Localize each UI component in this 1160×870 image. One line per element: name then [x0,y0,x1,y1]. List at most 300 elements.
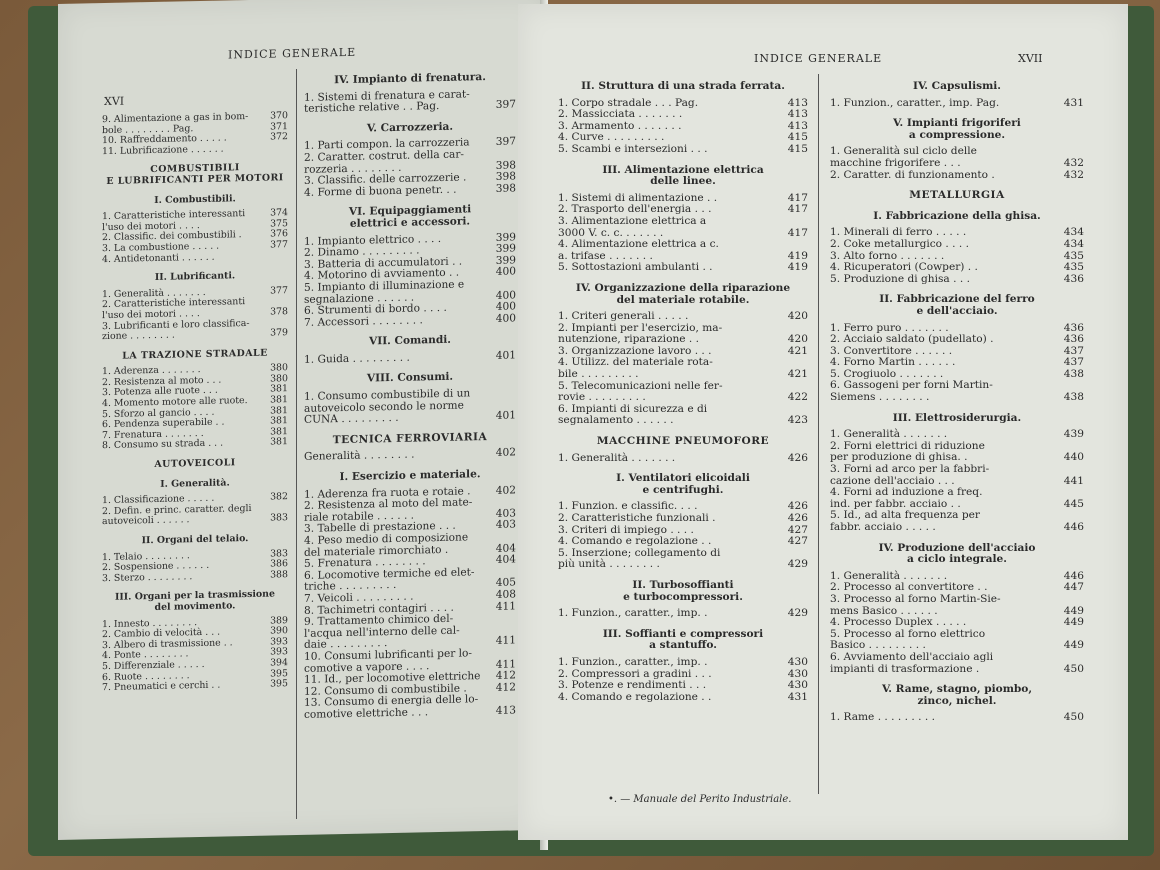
toc-entry-title: 4. Curve . . . . . . . . . [558,131,665,144]
toc-entry-page: 393 [270,635,288,648]
toc-entry-title: 2. Caratteristiche interessanti l'uso dei motori . . . . [102,296,246,321]
section-heading: I. Esercizio e materiale. [339,468,481,484]
toc-entry-title: 11. Id., per locomotive elettriche [304,670,481,686]
toc-entry-page: 431 [1063,96,1084,109]
toc-entry-title: 7. Frenatura . . . . . . . [102,427,204,441]
toc-entry [558,680,808,692]
toc-entry-title: 3. Criteri di impiego . . . . [558,523,694,536]
toc-entry-title: 1. Aderenza fra ruota e rotaie . [304,484,471,501]
toc-entry-page: 430 [787,679,808,692]
section-heading: LA TRAZIONE STRADALE [122,347,268,362]
toc-entry-page: 398 [495,158,516,172]
toc-entry [102,143,288,157]
section-heading: III. Elettrosiderurgia. [892,411,1022,424]
toc-entry-title: 1. Guida . . . . . . . . . [304,351,410,366]
toc-entry-page: 427 [787,535,808,548]
toc-entry-title: 1. Funzion., caratter., imp. . [558,607,708,620]
toc-entry-page: 404 [495,553,516,567]
toc-entry [304,313,516,329]
section-heading: IV. Organizzazione della riparazione del materiale rotabile. [575,281,791,306]
toc-entry-page: 413 [787,96,808,109]
toc-entry-page: 430 [787,667,808,680]
toc-entry-page: 400 [495,288,516,302]
toc-entry-title: 1. Funzion. e classific. . . . [558,500,698,513]
toc-entry-page: 381 [270,426,288,438]
toc-entry-title: 3. Sterzo . . . . . . . . [102,570,193,584]
toc-entry-page: 395 [270,667,288,680]
toc-entry-page: 422 [787,391,808,404]
toc-entry-title: 1. Funzion., caratter., imp. . [558,655,708,668]
toc-entry [304,350,516,366]
section-heading: IV. Impianto di frenatura. [334,71,486,87]
toc-entry-title: 1. Ferro puro . . . . . . . [830,321,949,334]
toc-entry-title: 7. Pneumatici e cerchi . . [102,679,221,694]
toc-entry-page: 388 [270,568,288,581]
toc-entry [830,274,1084,286]
toc-entry-page: 441 [1063,474,1084,487]
toc-entry-page: 399 [495,254,516,267]
section-heading: II. Lubrificanti. [154,270,236,284]
toc-entry-title: 12. Consumo di combustibile . [304,682,467,698]
toc-entry-page: 376 [270,228,288,240]
left-page-column-2 [304,62,516,721]
section-heading: III. Organi per la trasmissione del movimento. [115,588,275,613]
toc-entry-title: 1. Caratteristiche interessanti l'uso dei motori . . . . [102,208,246,233]
toc-entry [830,380,1084,403]
toc-entry-title: 4. Utilizz. del materiale rota- bile . . . . . . . . . [558,356,713,381]
section-heading: VII. Comandi. [369,334,451,348]
toc-entry-page: 372 [270,131,288,143]
toc-entry-title: 1. Aderenza . . . . . . . [102,364,201,378]
toc-entry-title: 5. Frenatura . . . . . . . . [304,555,426,571]
toc-entry [558,513,808,525]
toc-entry-page: 421 [787,344,808,357]
toc-entry-page: 432 [1063,168,1084,181]
toc-entry-title: 4. Processo Duplex . . . . . [830,616,967,629]
section-heading: II. Organi del telaio. [141,533,249,547]
toc-entry [830,441,1084,464]
toc-entry [558,453,808,465]
toc-entry-title: 5. Telecomunicazioni nelle fer- rovie . . . . . . . . . [558,379,723,404]
toc-entry-title: 8. Tachimetri contagiri . . . . [304,601,454,617]
toc-entry-title: 1. Telaio . . . . . . . . [102,549,190,563]
toc-entry-page: 377 [270,284,288,297]
toc-entry [830,334,1084,346]
toc-entry-title: 3. Albero di trasmissione . . [102,637,233,651]
left-page-number: XVI [104,94,125,109]
toc-entry-title: 2. Caratter. di funzionamento . [830,168,995,181]
toc-entry-title: 4. Forme di buona penetr. . . [304,183,457,199]
toc-entry-page: 402 [495,446,516,460]
toc-entry-page: 397 [495,135,516,149]
section-heading: METALLURGIA [909,189,1005,202]
toc-entry-page: 445 [1063,497,1084,510]
toc-entry [558,239,808,262]
toc-entry [102,570,288,584]
right-page-number: XVII [1018,52,1043,65]
toc-entry [558,262,808,274]
section-heading: III. Soffianti e compressori a stantuffo. [602,627,764,652]
toc-entry-page: 429 [787,558,808,571]
toc-entry-title: 6. Ruote . . . . . . . . [102,669,190,683]
toc-entry-title: 1. Generalità . . . . . . . [102,286,206,300]
toc-entry [830,652,1084,675]
toc-entry-title: 2. Caratteristiche funzionali . [558,512,716,524]
toc-entry-page: 439 [1063,428,1084,441]
toc-entry-title: 2. Compressori a gradini . . . [558,667,712,680]
toc-entry-page [262,261,288,262]
toc-entry-title: 4. Comando e regolazione . . [558,535,712,548]
toc-entry-page: 394 [270,657,288,669]
toc-entry [830,146,1084,169]
toc-entry [102,679,288,693]
toc-entry-title: 3. Classific. delle carrozzerie . [304,171,467,188]
toc-entry-page: 440 [1063,451,1084,464]
toc-entry-title: 5. Differenziale . . . . . [102,658,205,673]
toc-entry-page: 383 [270,512,288,524]
toc-entry [558,311,808,323]
toc-entry [558,692,808,704]
toc-entry-page: 420 [787,310,808,323]
toc-entry-page: 383 [270,547,288,560]
toc-entry-page: 403 [495,518,516,532]
toc-entry [102,251,288,265]
section-heading: III. Alimentazione elettrica delle linee. [602,163,764,188]
toc-entry-title: 3. Potenze e rendimenti . . . [558,679,707,692]
toc-entry-page: 435 [1063,249,1084,262]
toc-entry-page: 380 [270,373,288,385]
toc-entry-title: 2. Classific. dei combustibili . [102,229,242,244]
toc-entry-title: 2. Sospensione . . . . . . [102,560,210,574]
toc-entry-title: 4. Antidetonanti . . . . . . [102,251,215,265]
toc-entry-page: 395 [270,678,288,690]
toc-entry-title: 4. Peso medio di composizione del materiale rimorchiato . [304,531,469,559]
section-heading: COMBUSTIBILI E LUBRIFICANTI PER MOTORI [106,162,284,187]
toc-entry-page: 449 [1063,604,1084,617]
toc-entry-page: 450 [1063,662,1084,675]
toc-entry-page: 436 [1063,272,1084,285]
toc-entry-title: 4. Forni ad induzione a freq. ind. per fabbr. acciaio . . [830,486,983,510]
toc-entry-title: 2. Caratter. costrut. della car- rozzeria . . . . . . . . [304,148,464,176]
toc-entry-title: 10. Raffreddamento . . . . . [102,132,227,147]
toc-entry-page: 411 [495,657,516,671]
toc-entry-page: 423 [787,414,808,427]
toc-entry-page: 413 [787,108,808,121]
toc-entry-page: 420 [787,333,808,346]
toc-entry [304,183,516,199]
toc-entry-page: 427 [787,523,808,536]
toc-entry-title: 3. Alimentazione elettrica a 3000 V. c. c. . . . . . . [558,214,707,239]
toc-entry-page: 401 [495,409,516,423]
toc-entry-page: 431 [787,690,808,703]
toc-entry-page: 398 [495,170,516,183]
toc-entry-page: 432 [1063,156,1084,169]
toc-entry-title: 4. Forno Martin . . . . . . [830,356,956,369]
toc-entry-page: 401 [495,349,516,362]
toc-entry-page [262,154,288,155]
toc-entry-page: 399 [495,230,516,244]
toc-entry-page: 382 [270,491,288,503]
toc-entry-page: 419 [787,249,808,262]
section-heading: I. Generalità. [160,477,230,490]
toc-entry-page: 437 [1063,356,1084,369]
toc-entry-title: 5. Scambi e intersezioni . . . [558,142,708,155]
toc-entry-title: 3. Convertitore . . . . . . [830,344,953,357]
left-page-header: INDICE GENERALE [228,45,357,62]
toc-entry-title: 2. Resistenza al moto del mate- riale rotabile . . . . . . [304,496,473,524]
right-page-column-1 [558,72,808,703]
section-heading: VI. Equipaggiamenti elettrici e accessori. [348,203,472,230]
toc-entry-page: 370 371 [270,110,288,133]
toc-entry-title: 2. Forni elettrici di riduzione per produzione di ghisa. . [830,439,985,464]
toc-entry-title: 1. Innesto . . . . . . . . [102,616,198,630]
toc-entry-title: 6. Avviamento dell'acciaio agli impianti di trasformazione . [830,650,994,675]
toc-entry-title: 5. Sottostazioni ambulanti . . [558,261,713,274]
toc-entry [558,548,808,571]
toc-entry-page: 417 [787,203,808,216]
toc-entry-page: 381 [270,404,288,417]
toc-entry-title: 3. Tabelle di prestazione . . . [304,520,456,536]
right-page [518,4,1128,840]
toc-entry-title: 13. Consumo di energia delle lo- comotive elettriche . . . [304,693,479,721]
toc-entry [830,510,1084,533]
toc-entry-title: 1. Parti compon. la carrozzeria [304,136,470,153]
toc-entry [102,438,288,452]
toc-entry-title: 5. Sforzo al gancio . . . . [102,406,215,420]
toc-entry-title: 3. Armamento . . . . . . . [558,119,682,132]
toc-entry-title: 2. Dinamo . . . . . . . . . [304,244,420,259]
toc-entry-page: 430 [787,655,808,668]
toc-entry-page: 412 [495,681,516,694]
toc-entry [830,594,1084,617]
toc-entry-title: 11. Lubrificazione . . . . . . [102,143,224,157]
toc-entry-title: 4. Ricuperatori (Cowper) . . [830,261,978,274]
toc-entry-title: 1. Criteri generali . . . . . [558,310,689,323]
toc-entry-page: 421 [787,368,808,381]
section-heading: IV. Capsulismi. [912,80,1001,92]
toc-entry-title: 9. Trattamento chimico del- l'acqua nell'interno delle cal- daie . . . . . . . . . [304,612,460,652]
toc-entry [304,88,516,116]
toc-entry-page: 438 [1063,367,1084,380]
toc-entry [558,657,808,669]
toc-entry-page: 417 [787,226,808,239]
toc-entry-title: 3. La combustione . . . . . [102,240,220,255]
left-page [58,0,546,840]
toc-entry [830,98,1084,110]
toc-entry-title: 2. Defin. e princ. caratter. degli autoveicoli . . . . . . [102,502,252,528]
toc-entry [558,323,808,346]
toc-entry-title: 10. Consumi lubrificanti per lo- comotive a vapore . . . . [304,647,473,675]
toc-entry-page: 437 [1063,344,1084,357]
toc-entry-page: 377 [270,239,288,251]
toc-entry-page: 449 [1063,639,1084,652]
toc-entry-title: 2. Acciaio saldato (pudellato) . [830,333,994,346]
toc-entry-page: 411 [495,634,516,648]
toc-entry-title: 1. Minerali di ferro . . . . . [830,226,967,239]
toc-entry-page: 436 [1063,321,1084,334]
toc-entry-title: 5. Processo al forno elettrico Basico . . . . . . . . . [830,627,986,652]
toc-entry [304,448,516,464]
toc-entry-title: 2. Massicciata . . . . . . . [558,108,683,121]
toc-entry-title: 1. Sistemi di frenatura e carat- teristiche relative . . Pag. [304,87,470,116]
toc-entry-page: 417 [787,191,808,204]
toc-entry-page: 450 [1063,711,1084,724]
toc-entry [830,629,1084,652]
toc-entry-page: 429 [787,607,808,620]
toc-entry [830,239,1084,251]
toc-entry-title: 4. Alimentazione elettrica a c. a. trifase . . . . . . . [558,238,719,262]
toc-entry-title: 7. Accessori . . . . . . . . [304,314,423,329]
toc-entry-page: 447 [1063,581,1084,594]
toc-entry [102,503,288,528]
section-heading: AUTOVEICOLI [154,457,236,471]
section-heading: IV. Produzione dell'acciaio a ciclo integrale. [878,541,1036,566]
toc-entry-page: 415 [787,131,808,144]
toc-entry-page: 446 [1063,569,1084,582]
toc-entry-page: 434 [1063,226,1084,239]
toc-entry-page: 404 [495,542,516,555]
toc-entry-title: 6. Locomotive termiche ed elet- triche . . . . . . . . . [304,566,475,594]
toc-entry [830,617,1084,629]
toc-entry-title: 1. Impianto elettrico . . . . [304,232,442,248]
toc-entry-page: 411 [495,599,516,613]
toc-entry-title: 5. Impianto di illuminazione e segnalazione . . . . . . [304,278,465,306]
toc-entry-page: 413 [787,119,808,132]
toc-entry-page: 412 [495,669,516,682]
toc-entry-page: 449 [1063,616,1084,629]
toc-entry-page: 378 [270,306,288,318]
section-heading: I. Combustibili. [154,192,236,206]
toc-entry [830,464,1084,487]
toc-entry-title: 5. Id., ad alta frequenza per fabbr. acciaio . . . . . [830,509,980,533]
toc-entry-title: 3. Processo al forno Martin-Sie- mens Basico . . . . . . [830,592,1001,617]
toc-entry-page: 399 [495,242,516,255]
toc-entry-title: 1. Sistemi di alimentazione . . [558,191,718,204]
right-column-divider [818,74,819,794]
right-page-column-2 [830,72,1084,724]
toc-entry-title: 6. Impianti di sicurezza e di segnalamento . . . . . . [558,402,708,427]
toc-entry-title: 3. Lubrificanti e loro classifica- zione . . . . . . . . [102,317,250,343]
toc-entry-page: 398 [495,182,516,195]
toc-entry-page: 434 [1063,237,1084,250]
toc-entry-page: 426 [787,500,808,513]
section-heading: II. Turbosoffianti e turbocompressori. [623,578,743,603]
section-heading: I. Ventilatori elicoidali e centrifughi. [616,472,750,496]
toc-entry-page: 400 [495,312,516,325]
toc-entry-title: 4. Motorino di avviamento . . [304,266,460,283]
toc-entry [304,613,516,652]
toc-entry-title: 1. Rame . . . . . . . . . [830,711,935,724]
toc-entry-title: 6. Pendenza superabile . . [102,416,225,431]
toc-entry-page: 435 [1063,261,1084,274]
toc-entry-title: 6. Gassogeni per forni Martin- Siemens . . . . . . . . [830,379,993,404]
toc-entry-page: 381 [270,394,288,406]
toc-entry-page: 381 [270,436,288,448]
toc-entry-page: 426 [787,451,808,464]
section-heading: V. Impianti frigoriferi a compressione. [893,117,1021,141]
toc-entry [558,144,808,156]
toc-entry-title: 1. Generalità . . . . . . . [830,428,948,441]
toc-entry-title: 3. Potenza alle ruote . . . [102,385,218,399]
section-heading: V. Rame, stagno, piombo, zinco, nichel. [881,683,1033,707]
toc-entry-title: 1. Generalità . . . . . . . [558,451,676,464]
toc-entry-page: 419 [787,261,808,274]
toc-entry-title: 1. Generalità sul ciclo delle macchine frigorifere . . . [830,145,977,169]
toc-entry-title: 4. Momento motore alle ruote. [102,395,248,410]
toc-entry-page: 400 [495,265,516,279]
toc-entry [304,694,516,722]
left-page-column-1 [102,111,288,694]
toc-entry-page: 389 [270,614,288,627]
toc-entry-title: 2. Coke metallurgico . . . . [830,237,969,250]
toc-entry-page: 380 [270,362,288,374]
toc-entry-page: 405 [495,576,516,590]
toc-entry-page: 436 [1063,333,1084,346]
toc-entry [830,487,1084,510]
toc-entry-title: 7. Veicoli . . . . . . . . . [304,590,414,605]
toc-entry-title: 2. Processo al convertitore . . [830,581,988,594]
section-heading: TECNICA FERROVIARIA [332,430,488,447]
toc-entry-page: 397 [495,98,516,112]
section-heading: V. Carrozzeria. [366,120,454,135]
toc-entry-page: 402 [495,484,516,497]
toc-entry-page: 381 [270,415,288,427]
section-heading: II. Struttura di una strada ferrata. [581,80,785,92]
toc-entry-page: 381 [270,383,288,396]
section-heading: VIII. Consumi. [366,371,454,385]
section-heading: I. Fabbricazione della ghisa. [873,209,1041,222]
toc-entry [558,357,808,380]
toc-entry-title: Generalità . . . . . . . . [304,448,415,464]
toc-entry-title: 1. Classificazione . . . . . [102,492,215,507]
toc-entry [102,318,288,343]
page-footnote: •. — Manuale del Perito Industriale. [608,794,792,805]
toc-entry [830,262,1084,274]
toc-entry-page: 415 [787,142,808,155]
toc-entry [830,712,1084,724]
toc-entry [558,404,808,427]
right-page-header: INDICE GENERALE [754,52,883,65]
left-column-divider [296,69,297,819]
toc-entry-page: 426 [787,512,808,524]
toc-entry-page: 379 [270,327,288,339]
toc-entry [304,387,516,426]
toc-entry [558,608,808,620]
toc-entry-title: 1. Corpo stradale . . . Pag. [558,96,699,109]
toc-entry-title: 2. Cambio di velocità . . . [102,626,221,641]
toc-entry [830,170,1084,182]
toc-entry-page: 390 [270,625,288,637]
toc-entry-page: 374 375 [270,207,288,230]
toc-entry-title: 2. Resistenza al moto . . . [102,374,222,388]
toc-entry-title: 3. Organizzazione lavoro . . . [558,344,712,357]
toc-entry-title: 4. Ponte . . . . . . . . [102,648,189,662]
toc-entry-title: 9. Alimentazione a gas in bom- bole . . . . . . . . Pag. [102,111,249,136]
toc-entry-title: 8. Consumo su strada . . . [102,437,224,452]
toc-entry-title: 4. Comando e regolazione . . [558,690,712,703]
toc-entry-page: 400 [495,300,516,313]
toc-entry-title: 1. Generalità . . . . . . . [830,569,948,582]
toc-entry-title: 5. Produzione di ghisa . . . [830,272,970,285]
toc-entry-title: 5. Crogiuolo . . . . . . . [830,367,944,380]
toc-entry-title: 2. Impianti per l'esercizio, ma- nutenzione, riparazione . . [558,321,723,346]
toc-entry-title: 6. Strumenti di bordo . . . . [304,301,447,317]
toc-entry-page: 438 [1063,391,1084,404]
toc-entry-title: 2. Trasporto dell'energia . . . [558,203,712,216]
toc-entry-page: 386 [270,558,288,570]
toc-entry-title: 3. Alto forno . . . . . . . [830,249,945,262]
toc-entry [558,216,808,239]
